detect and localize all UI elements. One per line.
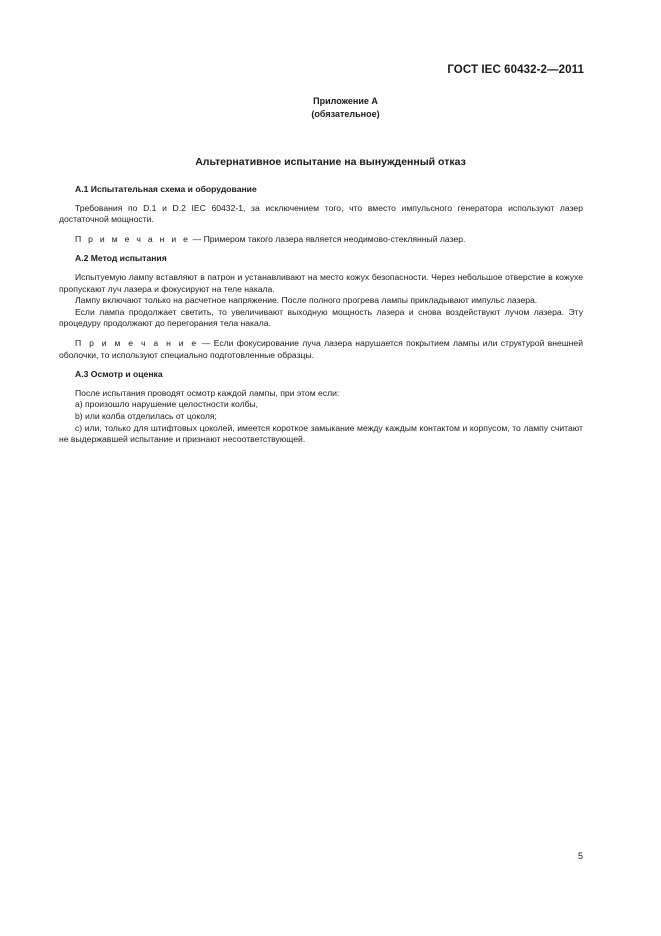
section-heading-a1: А.1 Испытательная схема и оборудование: [75, 184, 257, 194]
list-item: b) или колба отделилась от цоколя;: [75, 410, 217, 421]
paragraph: Требования по D.1 и D.2 IEC 60432-1, за исключением того, что вместо импульсного генератора используют лазер достаточной мощности.: [59, 202, 583, 225]
section-heading-a2: А.2 Метод испытания: [75, 253, 167, 264]
page-number: 5: [577, 851, 583, 861]
paragraph: Если лампа продолжает светить, то увеличивают выходную мощность лазера и снова воздействуют лучом лазера. Эту процедуру продолжают до перегорания тела накала.: [59, 306, 583, 329]
note-text: — Примером такого лазера является неодимово-стеклянный лазер.: [190, 233, 466, 244]
paragraph: Лампу включают только на расчетное напряжение. После полного прогрева лампы прикладывают импульс лазера.: [75, 295, 538, 306]
annex-content: [59, 184, 583, 446]
annex-heading: [0, 95, 661, 121]
note-label: П р и м е ч а н и е: [75, 337, 199, 348]
paragraph: После испытания проводят осмотр каждой лампы, при этом если:: [75, 387, 340, 398]
annex-label: Приложение А: [313, 96, 378, 106]
annex-title: Альтернативное испытание на вынужденный отказ: [195, 156, 466, 168]
annex-status: (обязательное): [311, 109, 380, 119]
note: [59, 234, 583, 246]
note-label: П р и м е ч а н и е: [75, 233, 191, 244]
section-heading-a3: А.3 Осмотр и оценка: [75, 369, 163, 380]
list-item: а) произошло нарушение целостности колбы,: [75, 399, 259, 410]
list-item: с) или, только для штифтовых цоколей, имеется короткое замыкание между каждым контактом и корпусом, то лампу считают не выдержавшей испытание и признают несоответствующей.: [59, 422, 583, 445]
note-text: — Если фокусирование луча лазера нарушается покрытием лампы или структурой внешней оболочки, то используют специально подготовленные образцы.: [59, 337, 583, 360]
paragraph: Испытуемую лампу вставляют в патрон и устанавливают на место кожух безопасности. Через небольшое отверстие в кожухе пропускают луч лазера и фокусируют на теле накала.: [59, 271, 583, 294]
standard-code: ГОСТ IEC 60432-2—2011: [447, 64, 584, 76]
note: [59, 338, 583, 361]
